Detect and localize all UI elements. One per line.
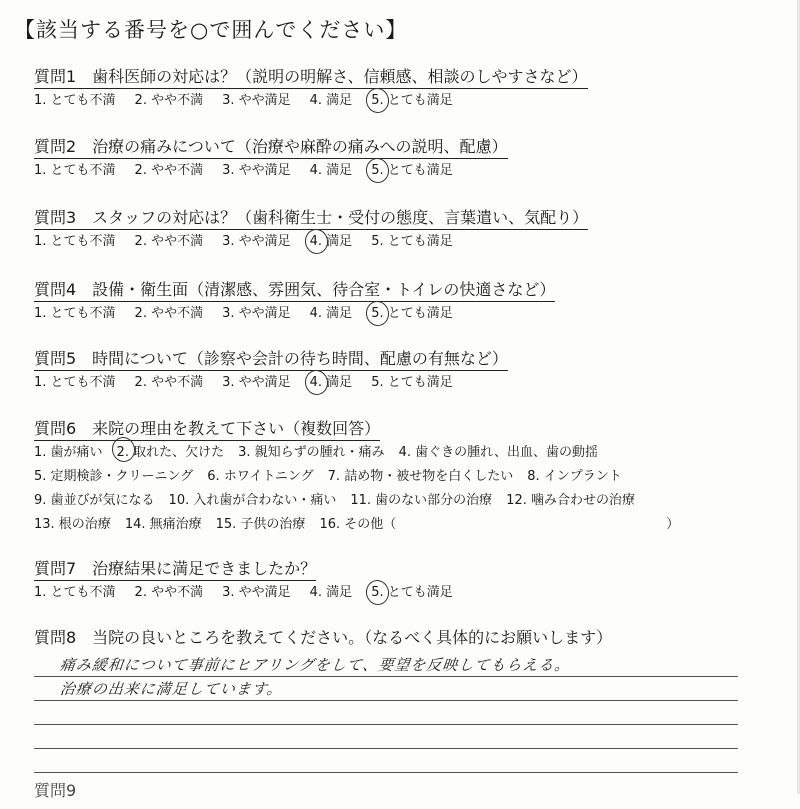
q6-option-11[interactable]: 11. 歯のない部分の治療 [350, 493, 493, 508]
q1-option-2[interactable]: 2. やや不満 [134, 93, 204, 108]
answer-line-5 [34, 749, 738, 773]
next-question-label: 質問9 [34, 781, 77, 800]
question-4-options [34, 305, 555, 323]
question-2 [34, 136, 508, 180]
q5-option-2[interactable]: 2. やや不満 [134, 375, 204, 390]
handwritten-answer-1: 痛み緩和について事前にヒアリングをして、要望を反映してもらえる。 [59, 656, 572, 674]
q4-option-4[interactable]: 4. 満足 [309, 306, 353, 321]
question-6 [34, 418, 679, 537]
q6-option-2[interactable]: 2. 取れた、欠けた [117, 441, 225, 465]
q7-option-3[interactable]: 3. やや満足 [222, 585, 291, 600]
q5-option-3[interactable]: 3. やや満足 [222, 375, 291, 390]
answer-line-3 [34, 701, 738, 725]
question-7-title: 質問7 治療結果に満足できましたか？ [34, 558, 316, 581]
question-2-title: 質問2 治療の痛みについて（治療や麻酔の痛みへの説明、配慮） [34, 136, 508, 159]
question-5 [34, 348, 508, 392]
q7-option-2[interactable]: 2. やや不満 [134, 585, 204, 600]
question-3-options [34, 233, 588, 251]
q6-option-6[interactable]: 6. ホワイトニング [207, 469, 314, 484]
q5-option-4[interactable]: 4. 満足 [309, 375, 353, 390]
q1-option-1[interactable]: 1. とても不満 [34, 93, 116, 108]
q7-option-4[interactable]: 4. 満足 [309, 585, 353, 600]
q6-option-4[interactable]: 4. 歯ぐきの腫れ、出血、歯の動揺 [398, 445, 598, 460]
q2-option-2[interactable]: 2. やや不満 [134, 163, 204, 178]
question-8 [34, 627, 612, 649]
question-1-options [34, 92, 588, 110]
q6-option-7[interactable]: 7. 詰め物・被せ物を白くしたい [327, 469, 514, 484]
answer-line-2 [34, 677, 738, 701]
q3-option-3[interactable]: 3. やや満足 [222, 234, 291, 249]
q6-option-16[interactable]: 16. その他（ [319, 517, 397, 532]
q7-option-5[interactable]: 5. とても満足 [371, 585, 453, 600]
q6-options-row-2 [34, 465, 679, 489]
q3-option-1[interactable]: 1. とても不満 [34, 234, 116, 249]
q2-option-3[interactable]: 3. やや満足 [222, 163, 291, 178]
q3-option-5[interactable]: 5. とても満足 [371, 234, 453, 249]
q1-option-3[interactable]: 3. やや満足 [222, 93, 291, 108]
q2-option-4[interactable]: 4. 満足 [309, 163, 353, 178]
q6-option-15[interactable]: 15. 子供の治療 [215, 517, 306, 532]
q7-option-1[interactable]: 1. とても不満 [34, 585, 116, 600]
q6-close-paren: ） [666, 517, 680, 532]
q3-option-4[interactable]: 4. 満足 [309, 234, 353, 249]
question-7-options [34, 584, 472, 602]
question-3 [34, 207, 588, 251]
instruction-header: 【該当する番号を○で囲んでください】 [14, 18, 408, 42]
question-8-title: 質問8 当院の良いところを教えてください。（なるべく具体的にお願いします） [34, 628, 613, 647]
question-1 [34, 66, 588, 110]
q6-options-row-3 [34, 489, 679, 513]
q6-option-8[interactable]: 8. インプラント [527, 469, 622, 484]
q6-option-14[interactable]: 14. 無痛治療 [124, 517, 202, 532]
answer-line-1 [34, 653, 738, 677]
question-4 [34, 279, 555, 323]
q3-option-2[interactable]: 2. やや不満 [134, 234, 204, 249]
q8-answer-area[interactable] [34, 653, 738, 773]
q1-option-4[interactable]: 4. 満足 [309, 93, 353, 108]
q1-option-5[interactable]: 5. とても満足 [371, 93, 453, 108]
q6-option-9[interactable]: 9. 歯並びが気になる [34, 493, 155, 508]
q6-option-13[interactable]: 13. 根の治療 [34, 517, 111, 532]
q4-option-3[interactable]: 3. やや満足 [222, 306, 291, 321]
q6-option-12[interactable]: 12. 噛み合わせの治療 [506, 493, 635, 508]
q6-option-10[interactable]: 10. 入れ歯が合わない・痛い [168, 493, 337, 508]
question-5-title: 質問5 時間について（診察や会計の待ち時間、配慮の有無など） [34, 348, 508, 371]
q4-option-1[interactable]: 1. とても不満 [34, 306, 116, 321]
q5-option-5[interactable]: 5. とても満足 [371, 375, 453, 390]
question-2-options [34, 162, 508, 180]
answer-line-4 [34, 725, 738, 749]
q6-options-row-1 [34, 441, 679, 465]
q4-option-2[interactable]: 2. やや不満 [134, 306, 204, 321]
q2-option-1[interactable]: 1. とても不満 [34, 163, 116, 178]
question-6-title: 質問6 来院の理由を教えて下さい（複数回答） [34, 418, 380, 441]
question-4-title: 質問4 設備・衛生面（清潔感、雰囲気、待合室・トイレの快適さなど） [34, 279, 555, 302]
q2-option-5[interactable]: 5. とても満足 [371, 163, 453, 178]
question-1-title: 質問1 歯科医師の対応は？（説明の明解さ、信頼感、相談のしやすさなど） [34, 66, 588, 89]
q6-option-5[interactable]: 5. 定期検診・クリーニング [34, 469, 194, 484]
handwritten-answer-2: 治療の出来に満足しています。 [59, 680, 284, 698]
next-question-cutoff [34, 781, 254, 800]
question-3-title: 質問3 スタッフの対応は？（歯科衛生士・受付の態度、言葉遣い、気配り） [34, 207, 588, 230]
question-5-options [34, 374, 508, 392]
q5-option-1[interactable]: 1. とても不満 [34, 375, 116, 390]
q6-options-row-4 [34, 513, 679, 537]
q6-option-1[interactable]: 1. 歯が痛い [34, 445, 103, 460]
q4-option-5[interactable]: 5. とても満足 [371, 306, 453, 321]
question-7 [34, 558, 472, 602]
q6-option-3[interactable]: 3. 親知らずの腫れ・痛み [238, 445, 385, 460]
